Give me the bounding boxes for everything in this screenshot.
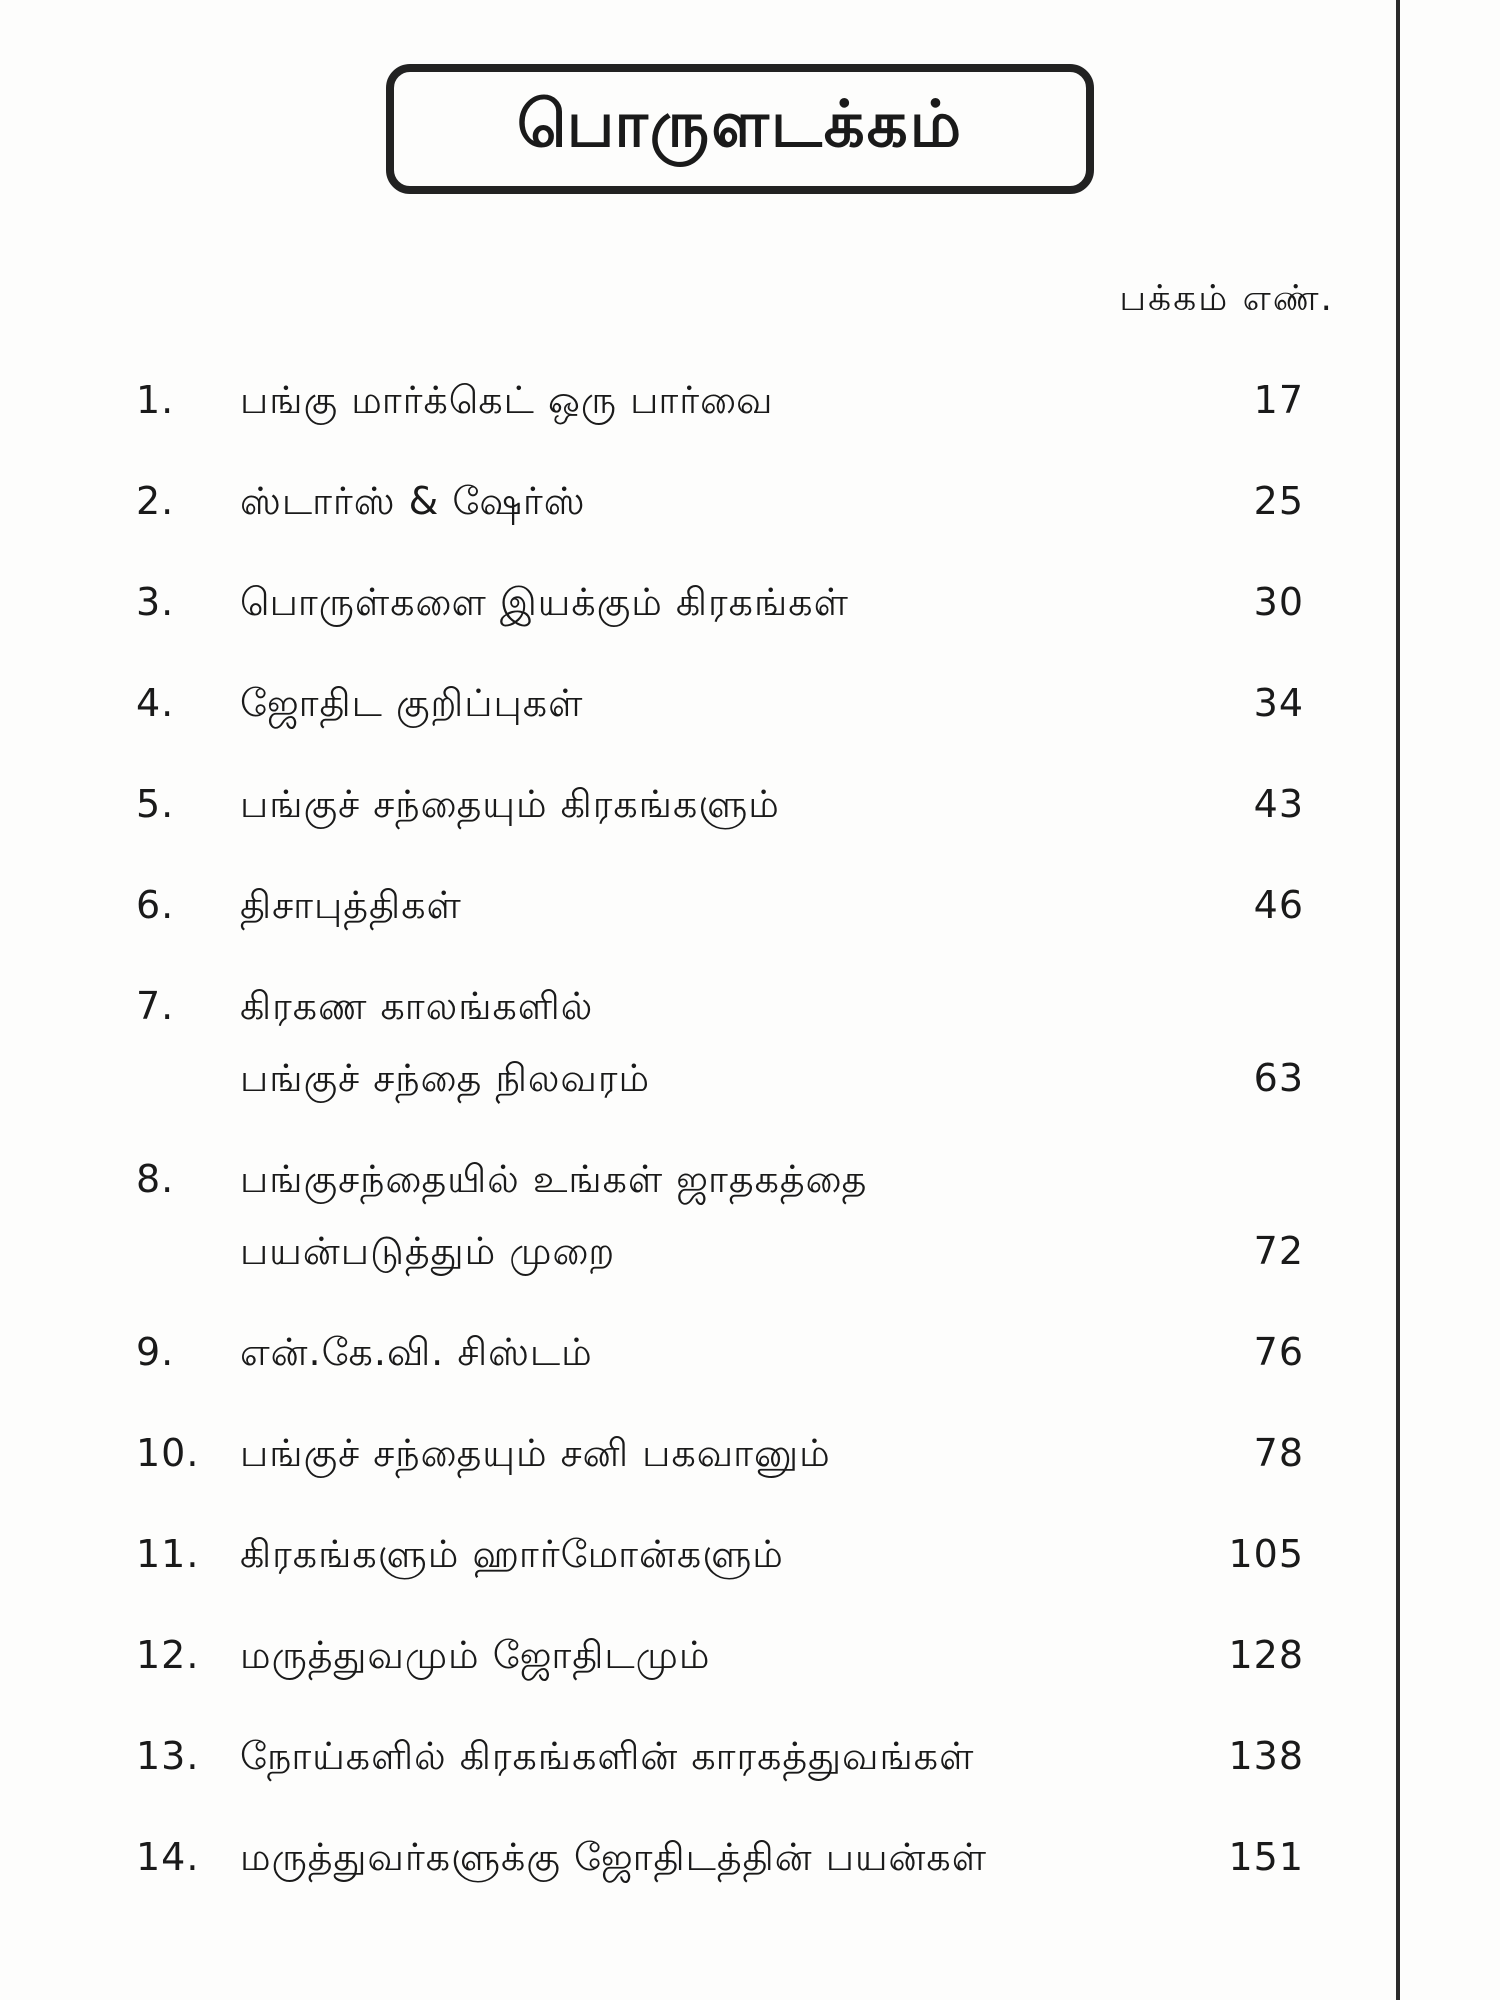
toc-entry-number: 6. xyxy=(136,883,175,927)
toc-entry-number: 5. xyxy=(136,782,175,826)
toc-entry-title: திசாபுத்திகள் xyxy=(240,883,462,927)
toc-entry-page: 128 xyxy=(1228,1633,1304,1677)
toc-entry-title: பயன்படுத்தும் முறை xyxy=(240,1229,616,1273)
toc-entry-page: 76 xyxy=(1253,1330,1304,1374)
toc-entry-page: 25 xyxy=(1253,479,1304,523)
toc-entry-title: பங்குச் சந்தையும் சனி பகவானும் xyxy=(240,1431,831,1475)
toc-entry-page: 105 xyxy=(1228,1532,1304,1576)
toc-entry-number: 1. xyxy=(136,378,175,422)
toc-entry-page: 78 xyxy=(1253,1431,1304,1475)
toc-entry-title: பொருள்களை இயக்கும் கிரகங்கள் xyxy=(240,580,849,624)
toc-entry-page: 30 xyxy=(1253,580,1304,624)
toc-entry-number: 12. xyxy=(136,1633,200,1677)
toc-entry-title: நோய்களில் கிரகங்களின் காரகத்துவங்கள் xyxy=(240,1734,975,1778)
toc-entry-number: 14. xyxy=(136,1835,200,1879)
toc-entry-page: 43 xyxy=(1253,782,1304,826)
toc-entry-page: 63 xyxy=(1253,1056,1304,1100)
toc-entry-title: பங்குச் சந்தையும் கிரகங்களும் xyxy=(240,782,780,826)
toc-entry-number: 11. xyxy=(136,1532,200,1576)
toc-entry-title: மருத்துவமும் ஜோதிடமும் xyxy=(240,1633,711,1677)
toc-entry-number: 4. xyxy=(136,681,175,725)
toc-entry-number: 2. xyxy=(136,479,175,523)
page-number-column-header: பக்கம் எண். xyxy=(1119,278,1334,319)
toc-entry-page: 34 xyxy=(1253,681,1304,725)
toc-entry-page: 151 xyxy=(1228,1835,1304,1879)
toc-entry-title: பங்குசந்தையில் உங்கள் ஜாதகத்தை xyxy=(240,1157,868,1201)
toc-entry-title: பங்குச் சந்தை நிலவரம் xyxy=(240,1056,651,1100)
toc-entry-number: 8. xyxy=(136,1157,175,1201)
toc-entry-page: 138 xyxy=(1228,1734,1304,1778)
toc-entry-title: ஜோதிட குறிப்புகள் xyxy=(240,681,584,725)
toc-entry-number: 10. xyxy=(136,1431,200,1475)
toc-entry-title: மருத்துவர்களுக்கு ஜோதிடத்தின் பயன்கள் xyxy=(240,1835,988,1879)
toc-entry-title: கிரகண காலங்களில் xyxy=(240,984,594,1028)
toc-entry-number: 13. xyxy=(136,1734,200,1778)
page-title: பொருளடக்கம் xyxy=(516,88,964,162)
toc-entry-title: கிரகங்களும் ஹார்மோன்களும் xyxy=(240,1532,784,1576)
toc-entry-title: ஸ்டார்ஸ் & ஷேர்ஸ் xyxy=(240,479,586,523)
toc-entry-title: பங்கு மார்க்கெட் ஒரு பார்வை xyxy=(240,378,774,422)
toc-entry-number: 9. xyxy=(136,1330,175,1374)
toc-entry-page: 17 xyxy=(1253,378,1304,422)
toc-entry-number: 3. xyxy=(136,580,175,624)
toc-entry-page: 72 xyxy=(1253,1229,1304,1273)
toc-entry-title: என்.கே.வி. சிஸ்டம் xyxy=(240,1330,593,1374)
toc-entry-number: 7. xyxy=(136,984,175,1028)
toc-entry-page: 46 xyxy=(1253,883,1304,927)
